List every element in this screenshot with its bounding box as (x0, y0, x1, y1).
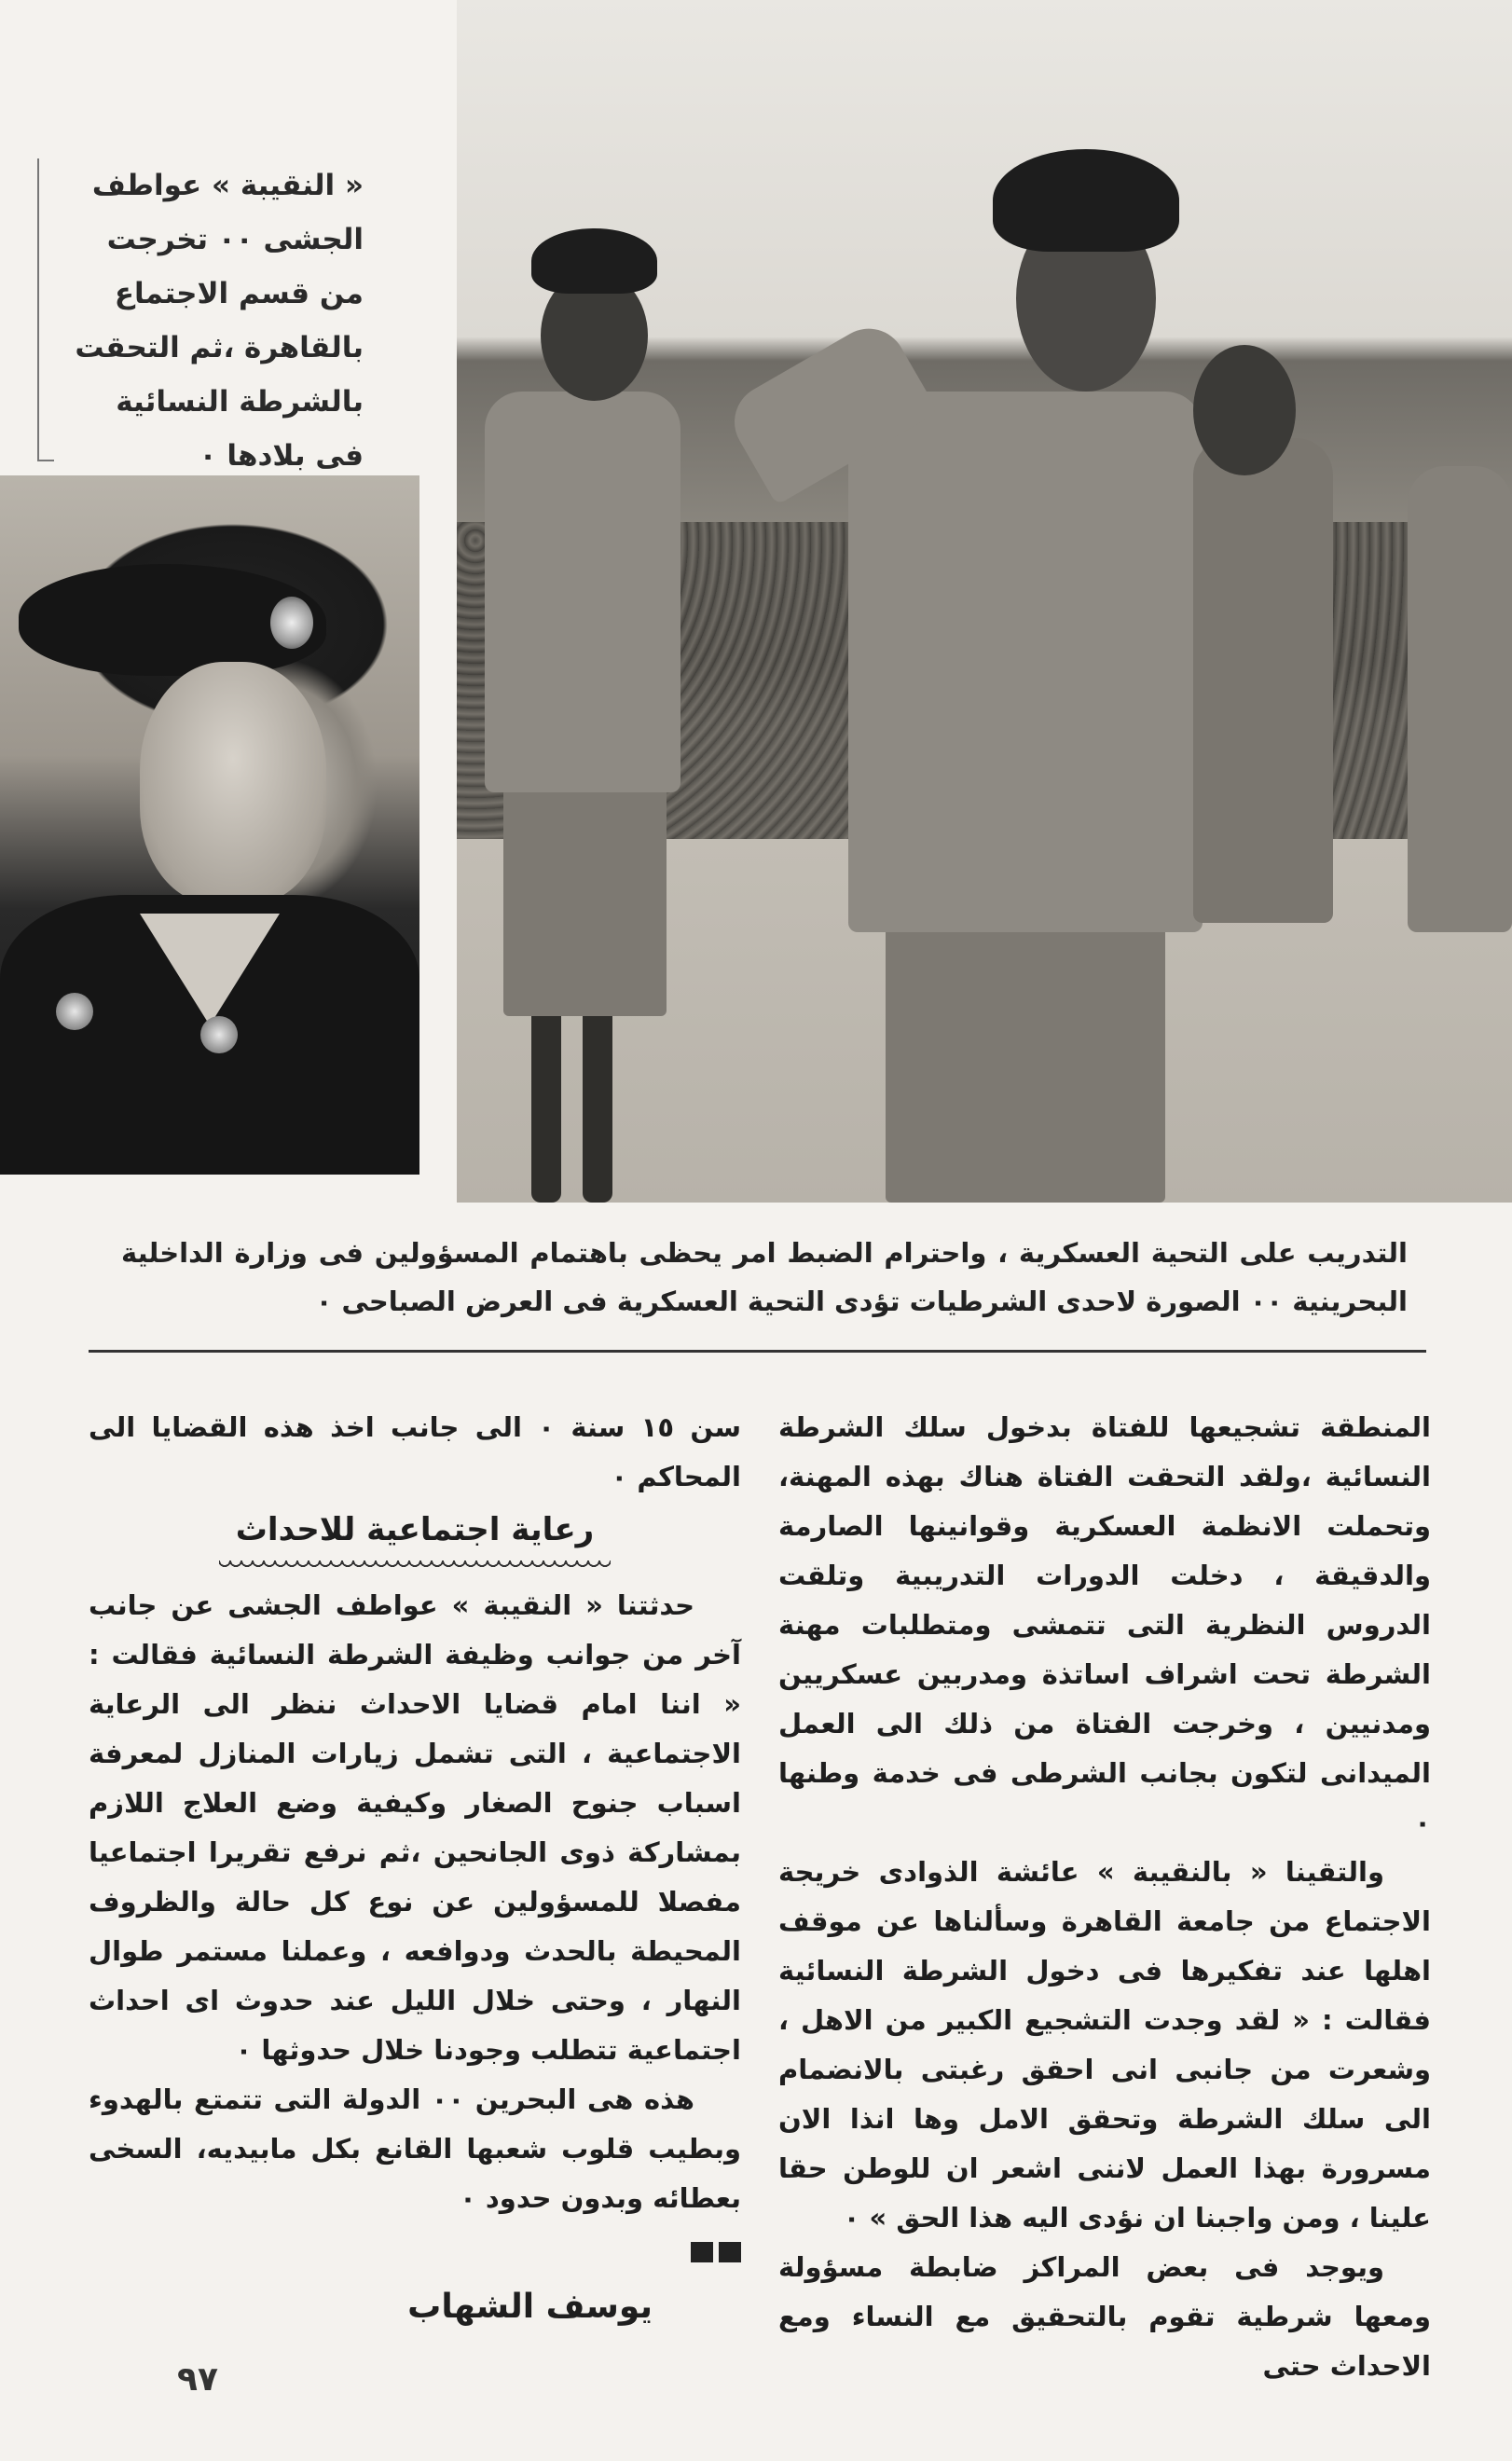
author-name: يوسف الشهاب (407, 2288, 653, 2326)
section-subheading: رعاية اجتماعية للاحداث (235, 1511, 595, 1548)
article-paragraph: هذه هى البحرين ٠٠ الدولة التى تتمتع بالهدوء وبطيب قلوب شعبها القانع بكل مابيديه، السخى بعطائه وبدون حدود ٠ (89, 2083, 741, 2214)
caption-bracket (37, 158, 54, 461)
figure-cap (531, 228, 657, 294)
figure-jacket (848, 392, 1203, 932)
photo-caption: التدريب على التحية العسكرية ، واحترام الضبط امر يحظى باهتمام المسؤولين فى وزارة الداخلية البحرينية ٠٠ الصورة لاحدى الشرطيات تؤدى التحية العسكرية فى العرض الصباحى ٠ (121, 1237, 1408, 1317)
figure-leg (531, 1007, 561, 1203)
portrait-photo (0, 475, 419, 1175)
subheading-wavy-rule (219, 1560, 611, 1572)
article-paragraph: حدثتنا « النقيبة » عواطف الجشى عن جانب آخر من جوانب وظيفة الشرطة النسائية فقالت : « اننا امام قضايا الاحداث ننظر الى الرعاية الاجتماعية ، التى تشمل زيارات المنازل لمعرفة اسباب جنوح الصغار وكيفية وضع العلاج اللازم بمشاركة ذوى الجانحين ،ثم نرفع تقريرا اجتماعيا مفصلا للمسؤولين عن نوع كل حالة والظروف المحيطة بالحدث ودوافعه ، وعملنا مستمر طوال النهار ، وحتى خلال الليل عند حدوث اى احداث اجتماعية تتطلب وجودنا خلال حدوثها ٠ (89, 1589, 741, 2066)
article-paragraph: سن ١٥ سنة ٠ الى جانب اخذ هذه القضايا الى المحاكم ٠ (89, 1411, 742, 1492)
article-column-right (778, 1403, 1431, 2382)
portrait-cap-badge (270, 597, 313, 649)
article-paragraph: المنطقة تشجيعها للفتاة بدخول سلك الشرطة النسائية ،ولقد التحقت الفتاة هناك بهذه المهنة، وتحملت الانظمة العسكرية وقوانينها الصارمة والدقيقة ، دخلت الدورات التدريبية وتلقت الدروس النظرية التى تتمشى ومتطلبات مهنة الشرطة تحت اشراف اساتذة ومدربين عسكريين ومدنيين ، وخرجت الفتاة من ذلك الى العمل الميدانى لتكون بجانب الشرطى فى خدمة وطنها ٠ (778, 1411, 1431, 1838)
article-paragraph: والتقينا « بالنقيبة » عائشة الذوادى خريجة الاجتماع من جامعة القاهرة وسألناها عن موقف اهلها عند تفكيرها فى دخول الشرطة النسائية فقالت : « لقد وجدت التشجيع الكبير من الاهل ، وشعرت من جانبى انى احقق رغبتى بالانضمام الى سلك الشرطة وتحقق الامل وها انذا الان مسرورة بهذا العمل لاننى اشعر ان للوطن حقا علينا ، ومن واجبنا ان نؤدى اليه هذا الحق » ٠ (778, 1856, 1431, 2234)
article-column-left (89, 1403, 741, 2335)
portrait-collar-pin (56, 993, 93, 1030)
page-number: ٩٧ (177, 2360, 218, 2399)
portrait-collar-pin (200, 1016, 238, 1053)
caption-divider (89, 1350, 1426, 1353)
article-paragraph: ويوجد فى بعض المراكز ضابطة مسؤولة ومعها شرطية تقوم بالتحقيق مع النساء ومع الاحداث حتى (778, 2251, 1431, 2382)
figure-head (1193, 345, 1296, 475)
figure-jacket (485, 392, 680, 792)
figure-cap (993, 149, 1179, 252)
figure-skirt (886, 895, 1165, 1203)
figure-background (1408, 466, 1512, 932)
end-of-article-mark (685, 2229, 741, 2249)
figure-skirt (503, 774, 667, 1016)
portrait-caption: « النقيبة » عواطف الجشى ٠٠ تخرجت من قسم الاجتماع بالقاهرة ،ثم التحقت بالشرطة النسائية فى بلادها ٠ (75, 169, 364, 473)
main-photo (457, 0, 1512, 1203)
figure-leg (583, 1007, 612, 1203)
figure-background (1193, 438, 1333, 923)
portrait-face (140, 662, 326, 904)
